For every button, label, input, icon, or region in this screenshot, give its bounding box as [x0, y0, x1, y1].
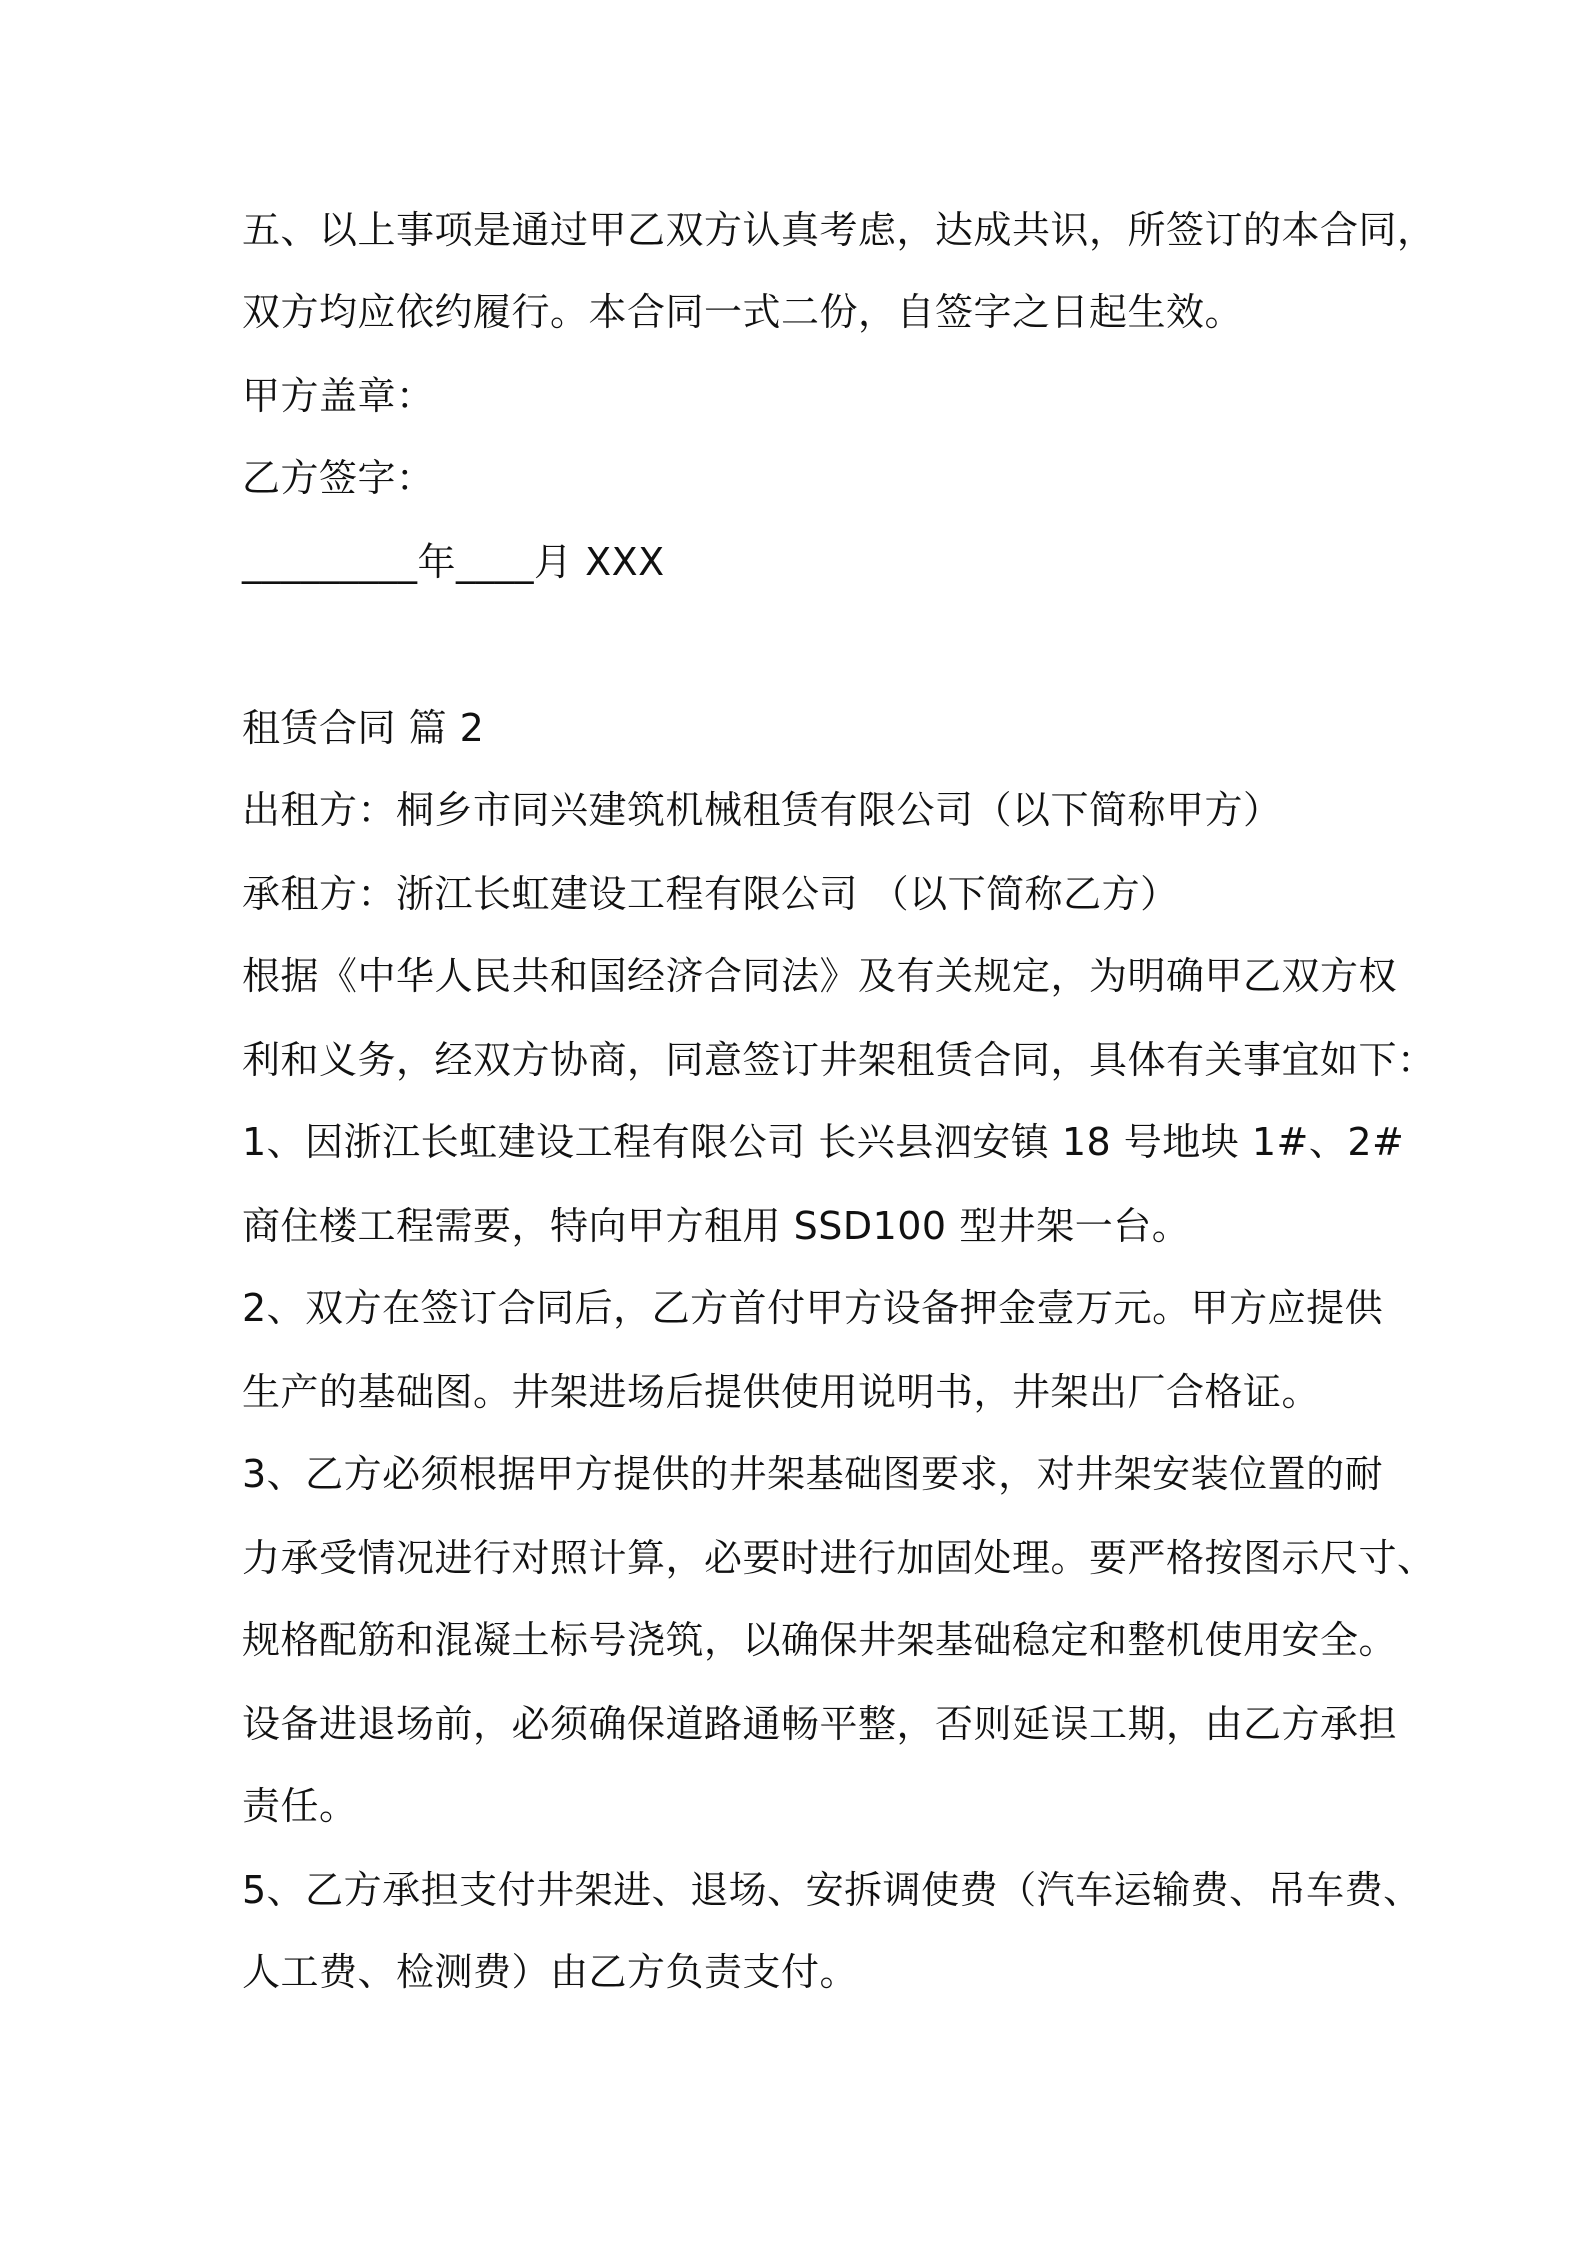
clause-5-line-2: 双方均应依约履行。本合同一式二份，自签字之日起生效。: [242, 290, 1244, 334]
lessee-line: 承租方：浙江长虹建设工程有限公司 （以下简称乙方）: [242, 872, 1179, 916]
clause-3-line-4: 设备进退场前，必须确保道路通畅平整，否则延误工期，由乙方承担: [242, 1702, 1398, 1746]
clause-1-line-2: 商住楼工程需要，特向甲方租用 SSD100 型井架一台。: [242, 1204, 1191, 1248]
preamble-line-1: 根据《中华人民共和国经济合同法》及有关规定，为明确甲乙双方权: [242, 954, 1398, 998]
clause-2-line-1: 2、双方在签订合同后，乙方首付甲方设备押金壹万元。甲方应提供: [242, 1286, 1384, 1330]
section-title: 租赁合同 篇 2: [242, 706, 485, 750]
party-b-signature-label: 乙方签字：: [242, 456, 435, 500]
lessor-line: 出租方：桐乡市同兴建筑机械租赁有限公司（以下简称甲方）: [242, 788, 1282, 832]
preamble-line-2: 利和义务，经双方协商，同意签订井架租赁合同，具体有关事宜如下：: [242, 1038, 1436, 1082]
clause-3-line-3: 规格配筋和混凝土标号浇筑，以确保井架基础稳定和整机使用安全。: [242, 1618, 1398, 1662]
clause-3-line-5: 责任。: [242, 1784, 358, 1828]
clause-5b-line-2: 人工费、检测费）由乙方负责支付。: [242, 1950, 859, 1994]
date-line: _________年____月 XXX: [242, 540, 665, 584]
clause-3-line-2: 力承受情况进行对照计算，必要时进行加固处理。要严格按图示尺寸、: [242, 1536, 1436, 1580]
clause-5-line-1: 五、以上事项是通过甲乙双方认真考虑，达成共识，所签订的本合同，: [242, 208, 1436, 252]
clause-1-line-1: 1、因浙江长虹建设工程有限公司 长兴县泗安镇 18 号地块 1#、2#: [242, 1120, 1405, 1164]
clause-3-line-1: 3、乙方必须根据甲方提供的井架基础图要求，对井架安装位置的耐: [242, 1452, 1384, 1496]
clause-5b-line-1: 5、乙方承担支付井架进、退场、安拆调使费（汽车运输费、吊车费、: [242, 1868, 1422, 1912]
party-a-seal-label: 甲方盖章：: [242, 374, 435, 418]
clause-2-line-2: 生产的基础图。井架进场后提供使用说明书，井架出厂合格证。: [242, 1370, 1321, 1414]
